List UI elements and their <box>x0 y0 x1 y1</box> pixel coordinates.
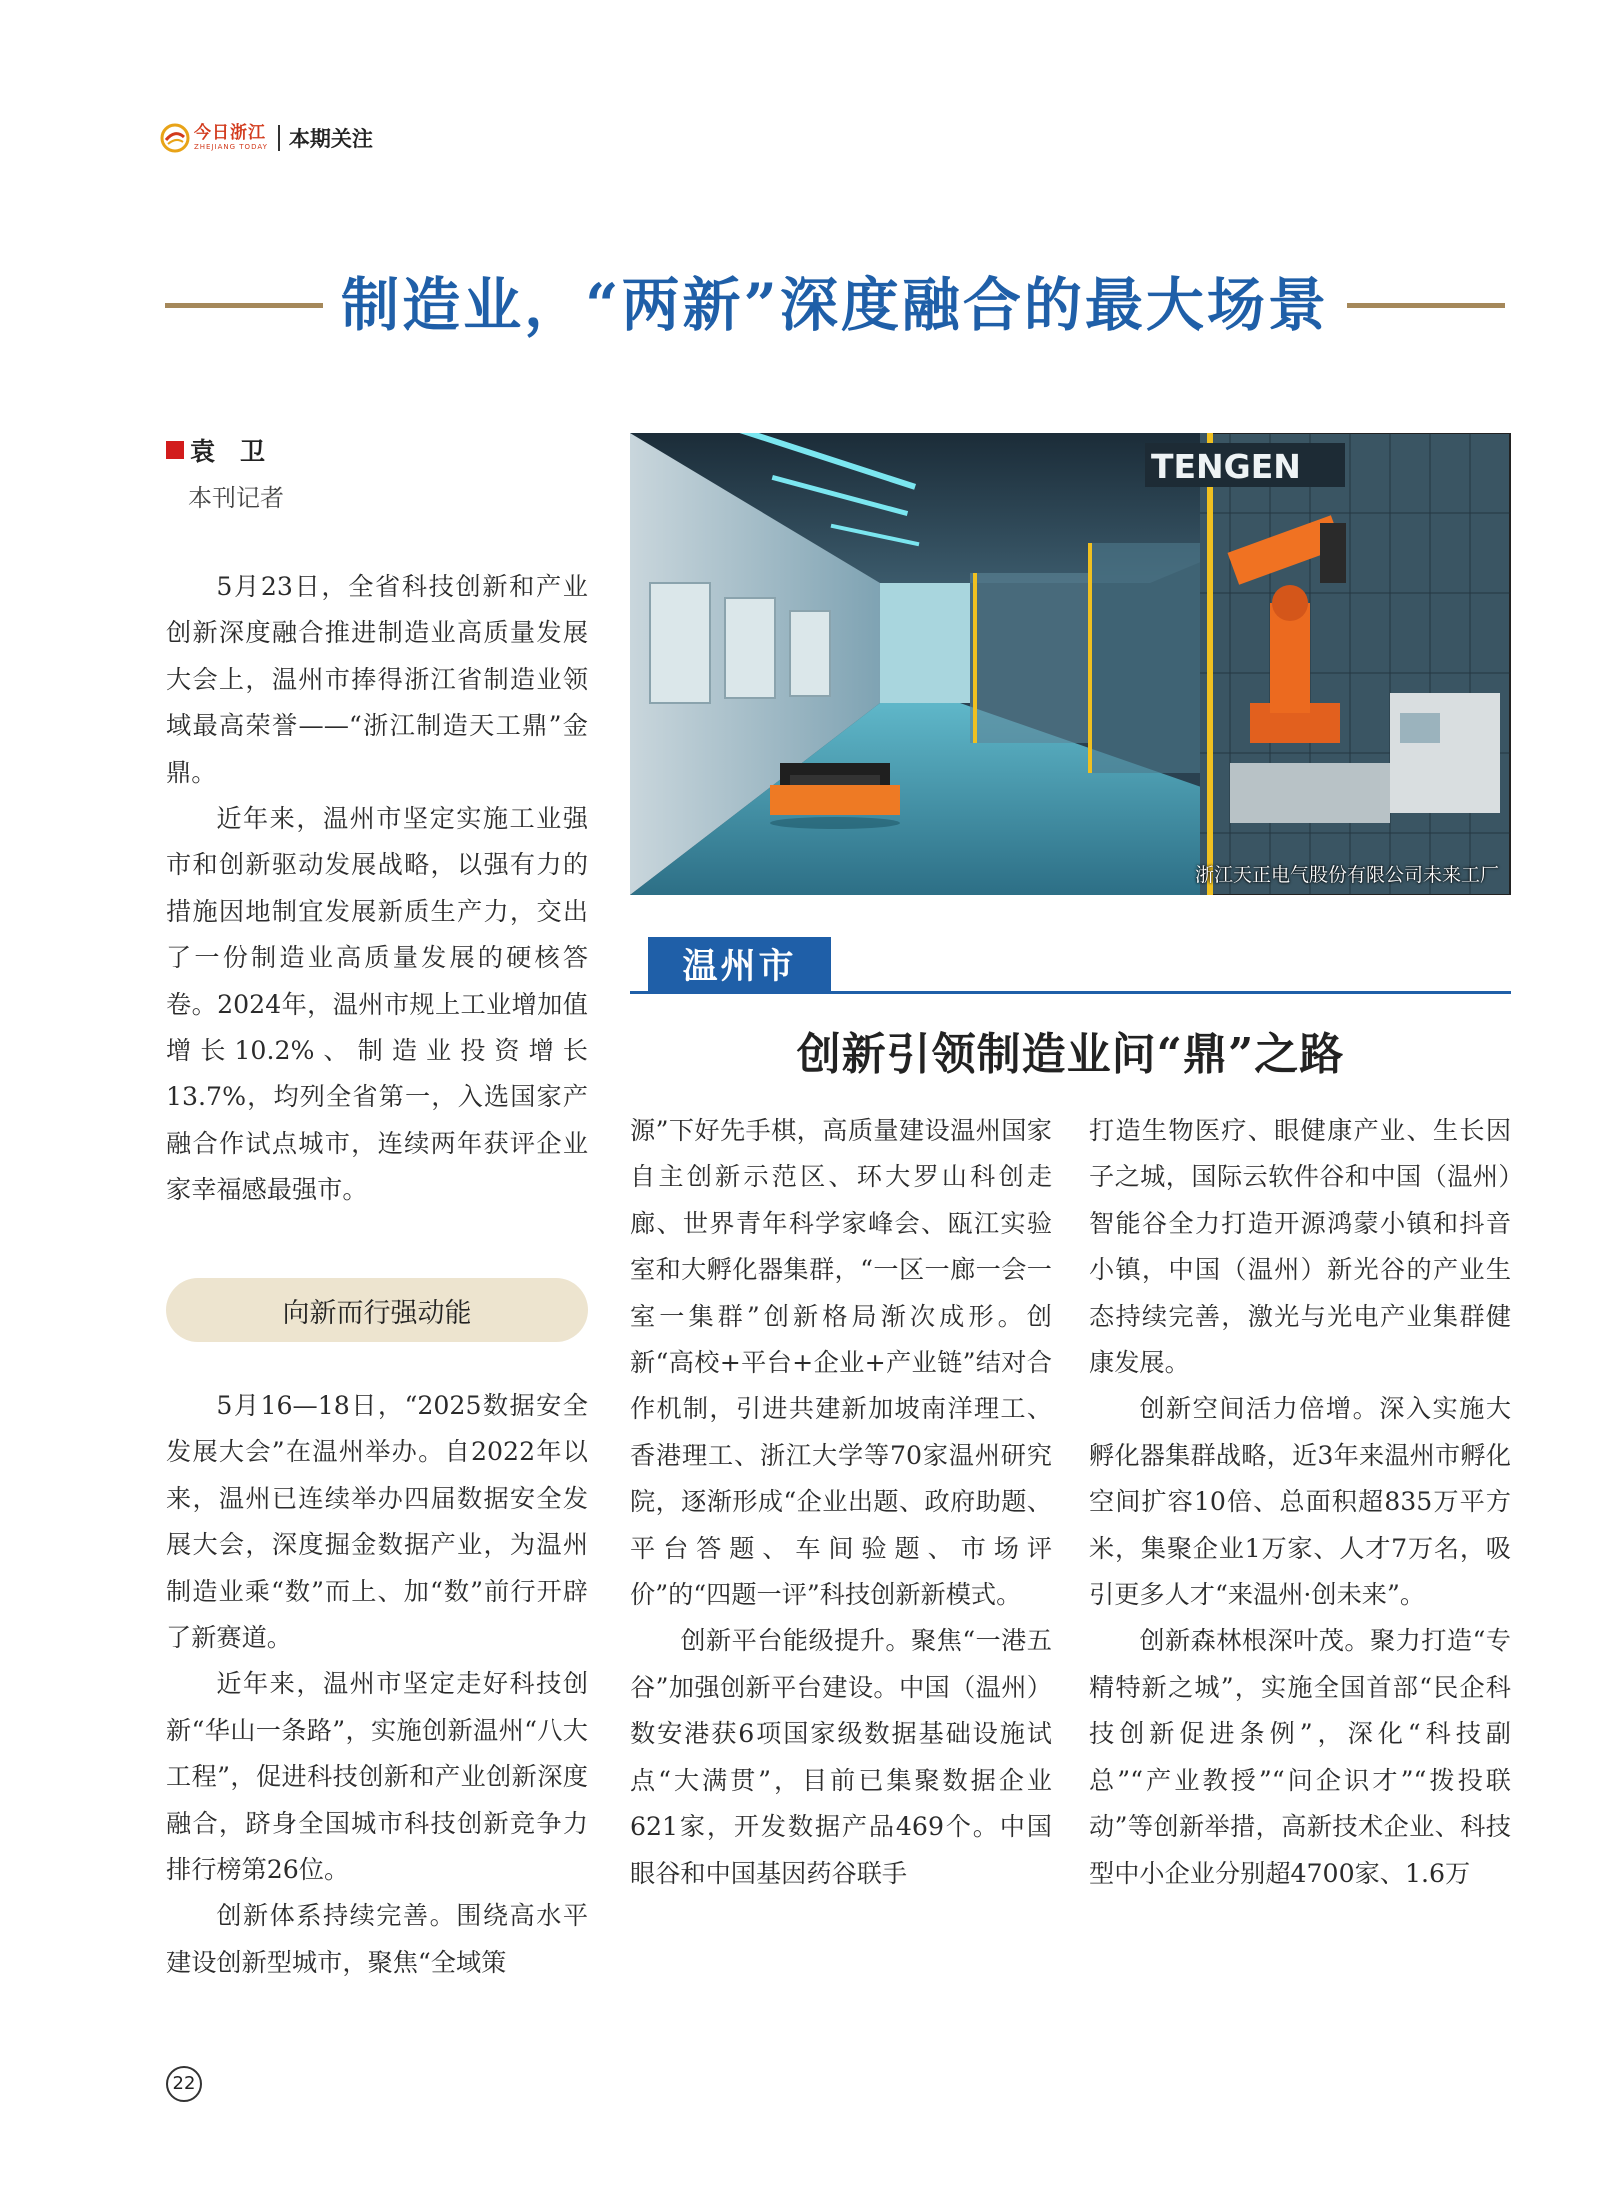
paragraph: 5月16—18日，“2025数据安全发展大会”在温州举办。自2022年以来，温州已连续举办四届数据安全发展大会，深度掘金数据产业，为温州制造业乘“数”而上、加“数”前行开辟了新赛道。 <box>166 1391 588 1653</box>
paragraph: 创新体系持续完善。围绕高水平建设创新型城市，聚焦“全域策 <box>166 1901 588 1977</box>
title-block <box>165 265 1505 345</box>
column-1-text <box>166 1383 588 1986</box>
author-name <box>166 432 284 468</box>
article-title: 制造业，“两新”深度融合的最大场景 <box>341 271 1329 339</box>
logo-emblem-icon <box>160 123 190 153</box>
paragraph: 创新平台能级提升。聚焦“一港五谷”加强创新平台建设。中国（温州）数安港获6项国家级数据基础设施试点“大满贯”，目前已集聚数据企业621家，开发数据产品469个。中国眼谷和中国基因药谷联手 <box>630 1626 1052 1888</box>
paragraph: 近年来，温州市坚定实施工业强市和创新驱动发展战略，以强有力的措施因地制宜发展新质生产力，交出了一份制造业高质量发展的硬核答卷。2024年，温州市规上工业增加值增长10.2%、制造业投资增长13.7%，均列全省第一，入选国家产融合作试点城市，连续两年获评企业家幸福感最强市。 <box>166 804 588 1205</box>
paragraph: 源”下好先手棋，高质量建设温州国家自主创新示范区、环大罗山科创走廊、世界青年科学家峰会、瓯江实验室和大孵化器集群，“一区一廊一会一室一集群”创新格局渐次成形。创新“高校+平台+企业+产业链”结对合作机制，引进共建新加坡南洋理工、香港理工、浙江大学等70家温州研究院，逐渐形成“企业出题、政府助题、平台答题、车间验题、市场评价”的“四题一评”科技创新新模式。 <box>630 1116 1052 1610</box>
magazine-logo <box>160 123 268 153</box>
byline <box>166 432 284 513</box>
logo-english-text: ZHEJIANG TODAY <box>194 143 268 151</box>
section-heading: 向新而行强动能 <box>166 1278 588 1342</box>
factory-photo <box>630 433 1511 895</box>
author-marker <box>166 441 184 459</box>
photo-caption: 浙江天正电气股份有限公司未来工厂 <box>1194 864 1499 886</box>
city-rule <box>630 991 1511 994</box>
intro-text <box>166 564 588 1214</box>
paragraph: 近年来，温州市坚定走好科技创新“华山一条路”，实施创新温州“八大工程”，促进科技创新和产业创新深度融合，跻身全国城市科技创新竞争力排行榜第26位。 <box>166 1669 588 1885</box>
section-subtitle: 创新引领制造业问“鼎”之路 <box>796 1029 1345 1080</box>
author-name-text: 袁 卫 <box>190 437 266 466</box>
author-role: 本刊记者 <box>188 484 284 512</box>
page-number: 22 <box>166 2066 202 2102</box>
paragraph: 创新空间活力倍增。深入实施大孵化器集群战略，近3年来温州市孵化空间扩容10倍、总面积超835万平方米，集聚企业1万家、人才7万名，吸引更多人才“来温州·创未来”。 <box>1089 1394 1511 1610</box>
column-3-text <box>1089 1108 1511 1897</box>
section-tag: 本期关注 <box>288 127 373 151</box>
header-divider <box>278 125 280 151</box>
paragraph: 打造生物医疗、眼健康产业、生长因子之城，国际云软件谷和中国（温州）智能谷全力打造开源鸿蒙小镇和抖音小镇，中国（温州）新光谷的产业生态持续完善，激光与光电产业集群健康发展。 <box>1089 1116 1511 1378</box>
city-badge: 温州市 <box>648 937 831 991</box>
tengen-sign-text: TENGEN <box>1151 447 1301 486</box>
title-rule-right <box>1347 303 1505 308</box>
page-header <box>160 118 373 158</box>
paragraph: 5月23日，全省科技创新和产业创新深度融合推进制造业高质量发展大会上，温州市捧得浙江省制造业领域最高荣誉——“浙江制造天工鼎”金鼎。 <box>166 572 588 787</box>
factory-illustration <box>630 433 1511 895</box>
paragraph: 创新森林根深叶茂。聚力打造“专精特新之城”，实施全国首部“民企科技创新促进条例”，深化“科技副总”“产业教授”“问企识才”“拨投联动”等创新举措，高新技术企业、科技型中小企业分别超4700家、1.6万 <box>1089 1626 1511 1888</box>
logo-chinese-text: 今日浙江 <box>194 123 266 143</box>
column-2-text <box>630 1108 1052 1897</box>
